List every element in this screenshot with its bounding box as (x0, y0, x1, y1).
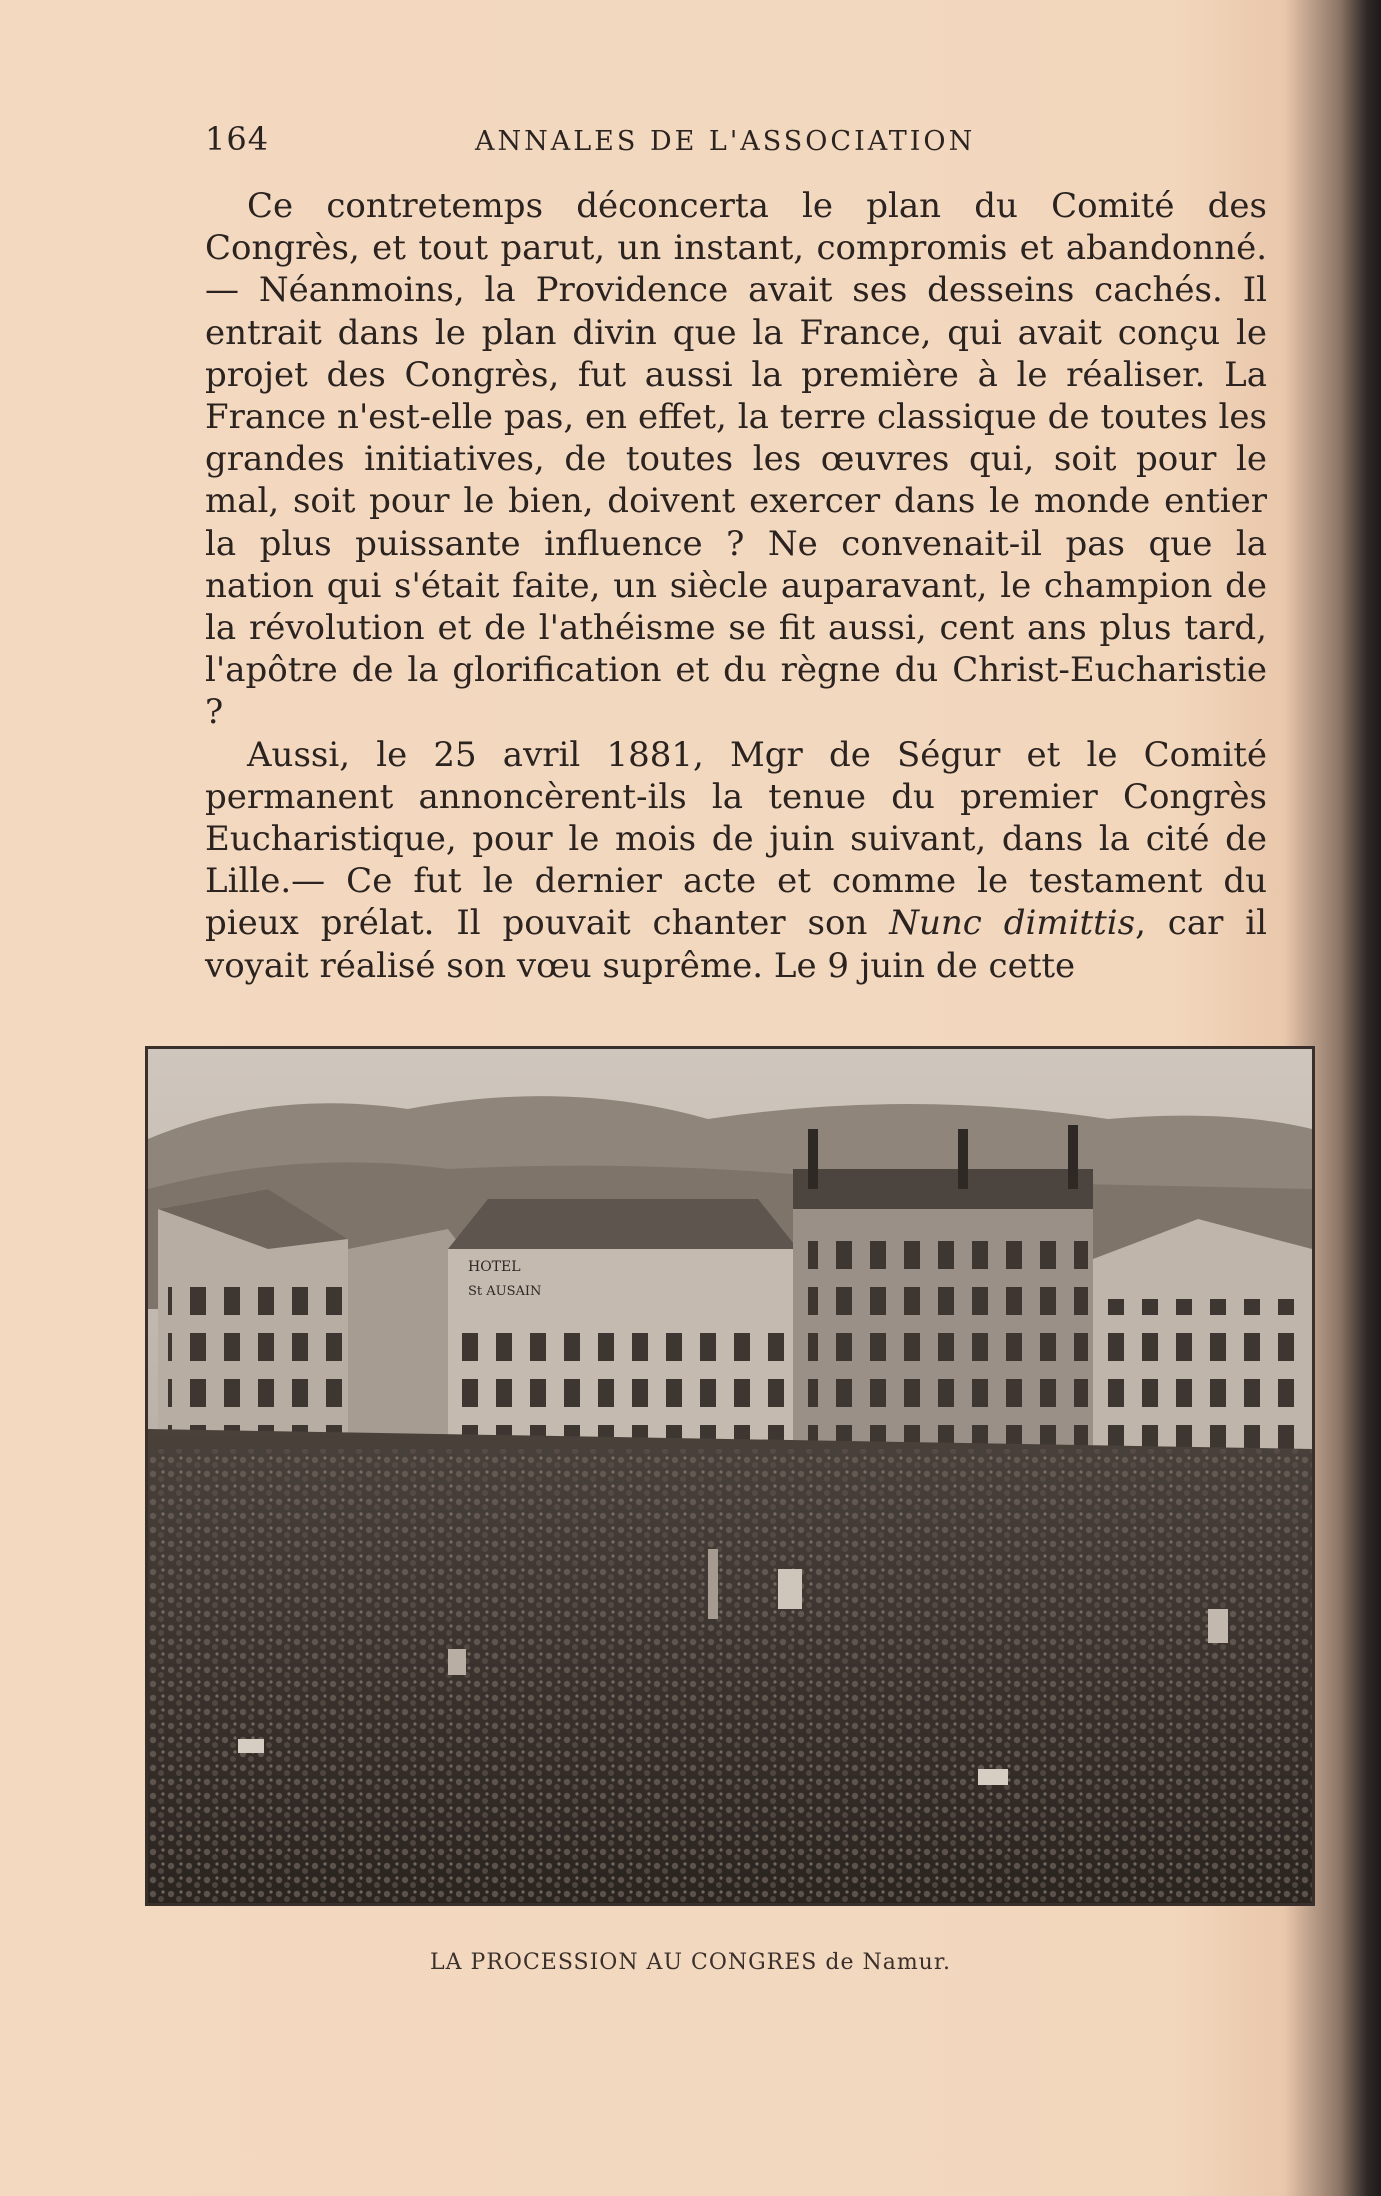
body-text (205, 185, 1267, 987)
paragraph-2 (205, 734, 1267, 987)
running-title: ANNALES DE L'ASSOCIATION (475, 126, 976, 157)
paragraph-2-text-a: Aussi, le 25 avril 1881, Mgr de Ségur et le Comité permanent annoncèrent-ils la tenue du premier Congrès Eucharistique, pour le mois de juin suivant, dans la cité de Lille.— Ce fut le dernier acte et comme le testament du pieux prélat. Il pouvait chanter son (205, 734, 1267, 944)
hotel-sign: HOTEL (468, 1259, 521, 1275)
procession-photograph (145, 1046, 1315, 1906)
page-header (205, 120, 1275, 170)
paragraph-2-text-b: , car il voyait réalisé son vœu suprême. Le 9 juin de cette (205, 903, 1267, 986)
hotel-name-sign: St AUSAIN (468, 1284, 542, 1299)
nunc-dimittis-italic: Nunc dimittis (889, 903, 1136, 944)
page-number: 164 (205, 120, 270, 158)
paragraph-1: Ce contretemps déconcerta le plan du Comité des Congrès, et tout parut, un instant, compromis et abandonné.— Néanmoins, la Providence avait ses desseins cachés. Il entrait dans le plan divin que la France, qui avait conçu le projet des Congrès, fut aussi la première à le réaliser. La France n'est-elle pas, en effet, la terre classique de toutes les grandes initiatives, de toutes les œuvres qui, soit pour le mal, soit pour le bien, doivent exercer dans le monde entier la plus puissante influence ? Ne convenait-il pas que la nation qui s'était faite, un siècle auparavant, le champion de la révolution et de l'athéisme se fit aussi, cent ans plus tard, l'apôtre de la glorification et du règne du Christ-Eucharistie ? (205, 186, 1267, 733)
photo-caption: LA PROCESSION AU CONGRES de Namur. (430, 1950, 951, 1975)
